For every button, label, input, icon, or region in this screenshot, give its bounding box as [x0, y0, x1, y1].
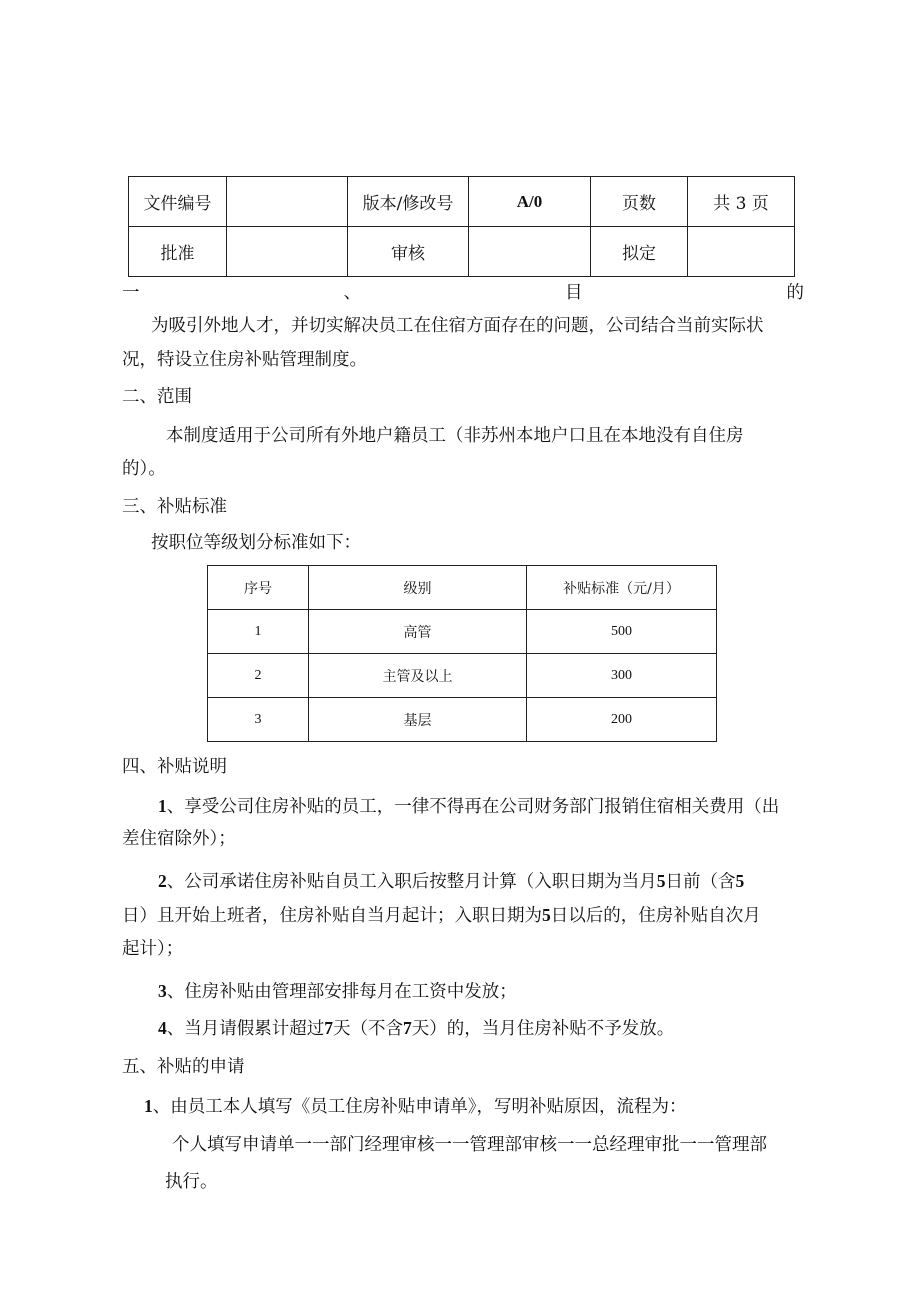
row-no: 2 — [208, 654, 309, 698]
section-3-intro: 按职位等级划分标准如下： — [151, 533, 361, 553]
section-4-item-2-line-2 — [122, 903, 761, 928]
item-number: 4 — [158, 1018, 167, 1038]
approve-value — [227, 227, 348, 277]
item-text: 、由员工本人填写《员工住房补贴申请单》，写明补贴原因，流程为： — [152, 1097, 687, 1117]
section-4-item-3 — [158, 979, 517, 1004]
pages-value: 共 3 页 — [688, 177, 795, 227]
section-5-heading: 五、补贴的申请 — [122, 1057, 245, 1077]
subsidy-standard-table — [207, 565, 717, 742]
row-no: 3 — [208, 698, 309, 742]
draft-label: 拟定 — [591, 227, 688, 277]
day-number: 7 — [403, 1018, 412, 1038]
section-2-heading: 二、范围 — [122, 387, 192, 407]
row-no: 1 — [208, 610, 309, 654]
day-number: 7 — [324, 1018, 333, 1038]
item-number: 2 — [158, 871, 167, 891]
heading-char: 的 — [786, 283, 804, 303]
heading-char: 目 — [565, 283, 583, 303]
section-1-line-1: 为吸引外地人才，并切实解决员工在住宿方面存在的问题，公司结合当前实际状 — [151, 316, 764, 336]
header-row-2 — [129, 227, 795, 277]
section-4-item-4 — [158, 1016, 674, 1041]
section-4-heading: 四、补贴说明 — [122, 757, 227, 777]
item-text: 、享受公司住房补贴的员工，一律不得再在公司财务部门报销住宿相关费用（出 — [166, 797, 780, 817]
day-number: 5 — [656, 871, 666, 891]
heading-char: 一 — [122, 283, 140, 303]
section-5-item-1 — [144, 1094, 687, 1119]
row-level: 主管及以上 — [309, 654, 527, 698]
table-row — [208, 654, 717, 698]
row-level: 高管 — [309, 610, 527, 654]
pages-label: 页数 — [591, 177, 688, 227]
section-4-item-1-line-1 — [158, 794, 779, 819]
draft-value — [688, 227, 795, 277]
section-5-flow-line-1: 个人填写申请单一一部门经理审核一一管理部审核一一总经理审批一一管理部 — [172, 1135, 767, 1155]
version-value: A/0 — [469, 177, 591, 227]
col-no-header: 序号 — [208, 566, 309, 610]
file-no-value — [227, 177, 348, 227]
section-2-line-2: 的）。 — [122, 459, 166, 479]
heading-char: 、 — [343, 283, 361, 303]
col-amount-header: 补贴标准（元/月） — [527, 566, 717, 610]
item-text: 、当月请假累计超过 — [166, 1019, 325, 1039]
section-4-item-1-line-2: 差住宿除外）； — [122, 829, 236, 849]
section-5-flow-line-2: 执行。 — [165, 1172, 218, 1192]
section-2-line-1: 本制度适用于公司所有外地户籍员工（非苏州本地户口且在本地没有自住房 — [166, 426, 744, 446]
table-row — [208, 698, 717, 742]
row-level: 基层 — [309, 698, 527, 742]
document-header-table — [128, 176, 795, 277]
day-number: 5 — [542, 905, 551, 925]
table-header-row — [208, 566, 717, 610]
row-amount: 500 — [527, 610, 717, 654]
row-amount: 300 — [527, 654, 717, 698]
item-text: 、公司承诺住房补贴自员工入职后按整月计算（入职日期为当月 — [166, 872, 657, 892]
item-number: 3 — [158, 981, 167, 1001]
section-1-line-2: 况，特设立住房补贴管理制度。 — [122, 350, 367, 370]
section-3-heading: 三、补贴标准 — [122, 497, 227, 517]
section-1-heading — [122, 281, 804, 305]
row-amount: 200 — [527, 698, 717, 742]
item-text: 日以后的，住房补贴自次月 — [550, 906, 761, 926]
review-value — [469, 227, 591, 277]
header-row-1 — [129, 177, 795, 227]
approve-label: 批准 — [129, 227, 227, 277]
review-label: 审核 — [348, 227, 469, 277]
item-text: 日前（含 — [665, 872, 736, 892]
file-no-label: 文件编号 — [129, 177, 227, 227]
item-text: 日）且开始上班者，住房补贴自当月起计；入职日期为 — [122, 906, 542, 926]
table-row — [208, 610, 717, 654]
section-4-item-2-line-3: 起计）； — [122, 939, 184, 959]
item-text: 天（不含 — [333, 1019, 403, 1039]
item-text: 天）的，当月住房补贴不予发放。 — [411, 1019, 675, 1039]
section-4-item-2-line-1 — [158, 869, 744, 894]
col-level-header: 级别 — [309, 566, 527, 610]
version-label: 版本/修改号 — [348, 177, 469, 227]
item-number: 1 — [158, 796, 167, 816]
day-number: 5 — [735, 871, 745, 891]
item-number: 1 — [144, 1096, 153, 1116]
item-text: 、住房补贴由管理部安排每月在工资中发放； — [166, 982, 517, 1002]
